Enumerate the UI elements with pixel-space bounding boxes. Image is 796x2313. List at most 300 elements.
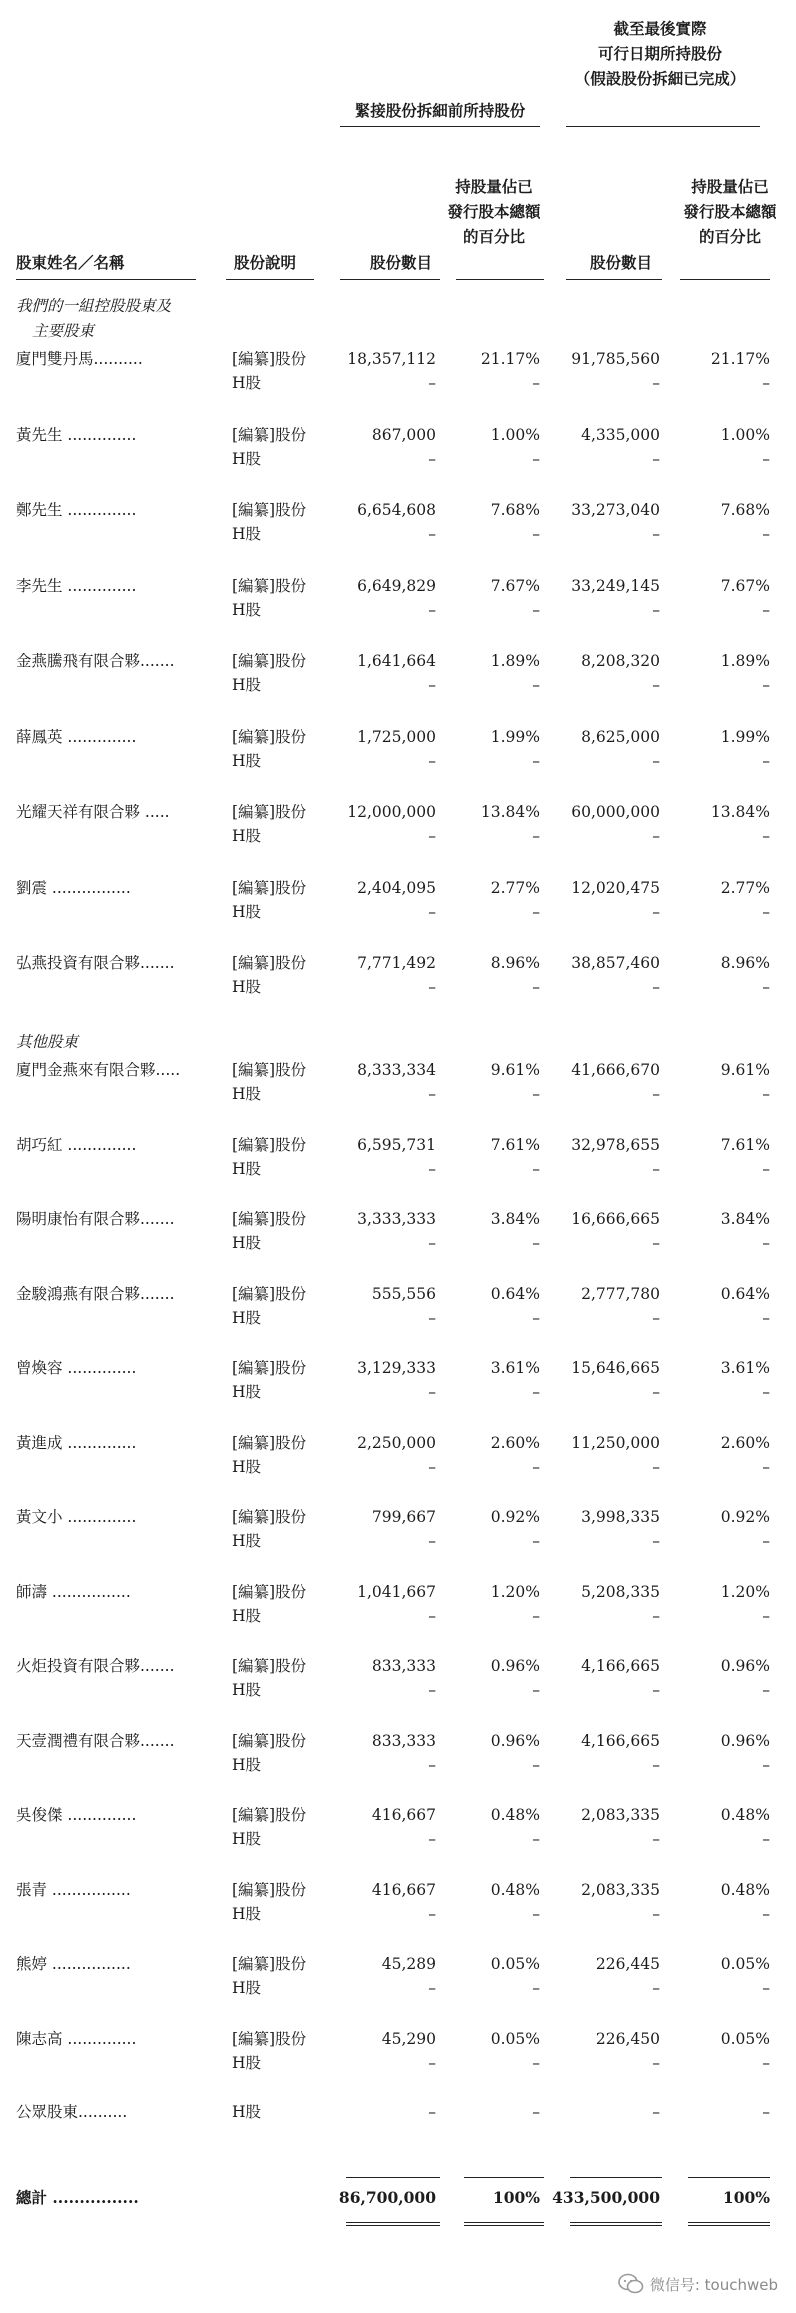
pct-after: 8.96%	[720, 954, 770, 972]
shares-before: 3,129,333	[357, 1359, 436, 1377]
pct-after: –	[762, 525, 770, 543]
pct-before: 3.61%	[490, 1359, 540, 1377]
pct-after: –	[762, 1532, 770, 1550]
share-class: H股	[232, 1532, 262, 1550]
share-class: H股	[232, 978, 262, 996]
pct-after: –	[762, 1904, 770, 1923]
shares-before: –	[428, 827, 436, 845]
shareholder-name: 曾煥容 ..............	[16, 1359, 137, 1377]
shares-after: 16,666,665	[571, 1210, 660, 1228]
header-rule-shares-after	[566, 279, 662, 280]
table-row	[0, 824, 796, 848]
table-row	[0, 1803, 796, 1827]
share-class: [編纂]股份	[232, 1806, 307, 1824]
pct-after: –	[762, 2053, 770, 2072]
share-class: [編纂]股份	[232, 1135, 307, 1154]
share-class: H股	[232, 2053, 262, 2072]
shares-after: 2,777,780	[581, 1284, 660, 1303]
total-double-rule-shares-after	[570, 2222, 662, 2226]
table-row	[0, 1306, 796, 1330]
shares-after: 8,208,320	[581, 652, 660, 670]
shares-before: –	[428, 525, 436, 543]
shares-before: 6,649,829	[357, 576, 436, 595]
shares-before: –	[428, 978, 436, 996]
shareholder-name: 黃文小 ..............	[16, 1508, 137, 1526]
pct-before: –	[532, 1532, 540, 1550]
shares-before: 18,357,112	[347, 350, 436, 368]
shares-before: 45,289	[381, 1955, 436, 1973]
shares-before: 833,333	[371, 1731, 436, 1750]
share-class: [編纂]股份	[232, 727, 307, 746]
pct-before: –	[532, 1085, 540, 1103]
shares-after: 11,250,000	[571, 1433, 660, 1452]
table-row	[0, 1231, 796, 1255]
share-class: [編纂]股份	[232, 1433, 307, 1452]
header-class: 股份說明	[234, 253, 297, 272]
pct-after: 9.61%	[720, 1061, 770, 1079]
shares-after: 2,083,335	[581, 1880, 660, 1899]
shares-after: 33,249,145	[571, 576, 660, 595]
pct-after: 2.60%	[720, 1433, 770, 1452]
pct-after: 7.67%	[720, 576, 770, 595]
shares-after: –	[652, 1830, 660, 1848]
total-double-rule-pct-after	[688, 2222, 770, 2226]
pct-before: 1.00%	[490, 425, 540, 444]
shareholder-name: 胡巧紅 ..............	[16, 1135, 137, 1154]
pct-before: –	[532, 449, 540, 468]
pct-before: –	[532, 600, 540, 619]
shares-after: 2,083,335	[581, 1806, 660, 1824]
table-row	[0, 1580, 796, 1604]
pct-before: –	[532, 978, 540, 996]
shares-after: –	[652, 978, 660, 996]
table-row	[0, 800, 796, 824]
shareholder-name: 火炬投資有限合夥.......	[16, 1657, 175, 1675]
pct-before: 9.61%	[490, 1061, 540, 1079]
shares-after: –	[652, 751, 660, 770]
share-class: [編纂]股份	[232, 501, 307, 519]
pct-after: 21.17%	[710, 350, 770, 368]
pct-after: 1.20%	[720, 1582, 770, 1601]
shares-after: –	[652, 827, 660, 845]
shareholder-name: 金駿鴻燕有限合夥.......	[16, 1284, 175, 1303]
shares-after: –	[652, 1383, 660, 1401]
share-class: [編纂]股份	[232, 1731, 307, 1750]
pct-before: –	[532, 902, 540, 921]
shareholder-name: 天壹潤禮有限合夥.......	[16, 1731, 175, 1750]
table-row	[0, 2051, 796, 2075]
shares-before: 2,250,000	[357, 1433, 436, 1452]
shares-before: –	[428, 1979, 436, 1997]
header-rule-class	[226, 279, 314, 280]
table-row	[0, 1356, 796, 1380]
table-row	[0, 1654, 796, 1678]
pct-before: –	[532, 1979, 540, 1997]
pct-before: –	[532, 1234, 540, 1252]
pct-before: –	[532, 374, 540, 392]
shares-after: 8,625,000	[581, 727, 660, 746]
shareholder-name: 劉震 ................	[16, 878, 131, 897]
pct-before: –	[532, 2103, 540, 2121]
shareholder-name: 吳俊傑 ..............	[16, 1806, 137, 1824]
pct-before: –	[532, 827, 540, 845]
table-row	[0, 1878, 796, 1902]
shares-before: 45,290	[381, 2029, 436, 2048]
shares-after: –	[652, 1234, 660, 1252]
header-pct-before-line3: 的百分比	[462, 227, 525, 246]
pct-before: –	[532, 1308, 540, 1327]
shares-before: –	[428, 2103, 436, 2121]
share-class: [編纂]股份	[232, 1955, 307, 1973]
shares-before: 1,725,000	[357, 727, 436, 746]
pct-after: 2.77%	[720, 878, 770, 897]
total-shares-before: 86,700,000	[338, 2188, 436, 2207]
shares-after: –	[652, 1085, 660, 1103]
table-row	[0, 371, 796, 395]
pct-after: 13.84%	[710, 803, 770, 821]
section-other: 其他股東	[16, 1033, 79, 1051]
shareholder-name: 鄭先生 ..............	[16, 501, 137, 519]
pct-after: –	[762, 676, 770, 694]
share-class: [編纂]股份	[232, 576, 307, 595]
table-row	[0, 1282, 796, 1306]
shares-after: –	[652, 525, 660, 543]
total-double-rule-pct-before	[464, 2222, 544, 2226]
shares-after: –	[652, 1457, 660, 1476]
shares-before: –	[428, 676, 436, 694]
header-after-line1: 截至最後實際	[613, 19, 707, 38]
pct-before: –	[532, 1830, 540, 1848]
share-class: [編纂]股份	[232, 1657, 307, 1675]
shareholder-name: 李先生 ..............	[16, 576, 137, 595]
share-class: H股	[232, 449, 262, 468]
share-class: H股	[232, 751, 262, 770]
pct-after: –	[762, 1755, 770, 1774]
total-rule-shares-before	[346, 2177, 440, 2178]
shares-after: 4,166,665	[581, 1731, 660, 1750]
pct-before: 1.89%	[490, 652, 540, 670]
shares-after: 91,785,560	[571, 350, 660, 368]
shares-before: 8,333,334	[357, 1061, 436, 1079]
pct-before: 0.96%	[490, 1731, 540, 1750]
table-row	[0, 725, 796, 749]
pct-before: 21.17%	[480, 350, 540, 368]
pct-before: –	[532, 525, 540, 543]
shares-after: 60,000,000	[571, 803, 660, 821]
total-rule-pct-before	[464, 2177, 544, 2178]
total-double-rule-shares-before	[346, 2222, 440, 2226]
share-class: [編纂]股份	[232, 1359, 307, 1377]
header-pct-before-line1: 持股量佔已	[455, 177, 533, 196]
header-rule-pct-after	[680, 279, 770, 280]
header-after-group	[560, 16, 760, 91]
pct-after: –	[762, 1830, 770, 1848]
share-class: H股	[232, 1085, 262, 1103]
pct-before: –	[532, 1159, 540, 1178]
shares-after: 15,646,665	[571, 1359, 660, 1377]
header-after-rule	[566, 126, 760, 127]
table-row	[0, 1082, 796, 1106]
share-class: H股	[232, 1755, 262, 1774]
pct-before: –	[532, 1904, 540, 1923]
share-class: H股	[232, 676, 262, 694]
shareholder-name: 薛鳳英 ..............	[16, 727, 137, 746]
pct-before: –	[532, 1681, 540, 1699]
shares-after: 32,978,655	[571, 1135, 660, 1154]
pct-after: –	[762, 1085, 770, 1103]
shares-before: 833,333	[371, 1657, 436, 1675]
pct-after: –	[762, 600, 770, 619]
pct-before: –	[532, 2053, 540, 2072]
section-controlling	[16, 294, 171, 344]
share-class: [編纂]股份	[232, 1508, 307, 1526]
pct-before: 7.68%	[490, 501, 540, 519]
pct-before: 0.48%	[490, 1806, 540, 1824]
shares-before: –	[428, 1606, 436, 1625]
shares-before: 867,000	[371, 425, 436, 444]
table-row	[0, 649, 796, 673]
shareholder-name: 陳志高 ..............	[16, 2029, 137, 2048]
shares-before: –	[428, 1904, 436, 1923]
header-after-line2: 可行日期所持股份	[597, 44, 722, 63]
pct-after: 0.96%	[720, 1731, 770, 1750]
shareholder-name: 黃進成 ..............	[16, 1433, 137, 1452]
table-row	[0, 447, 796, 471]
pct-after: –	[762, 902, 770, 921]
table-row	[0, 498, 796, 522]
pct-after: 0.05%	[720, 1955, 770, 1973]
shares-before: 416,667	[371, 1806, 436, 1824]
table-row	[0, 900, 796, 924]
pct-after: 0.48%	[720, 1806, 770, 1824]
pct-after: 0.96%	[720, 1657, 770, 1675]
shareholder-name: 熊婷 ................	[16, 1955, 131, 1973]
pct-before: –	[532, 1457, 540, 1476]
share-class: [編纂]股份	[232, 1582, 307, 1601]
share-class: H股	[232, 1904, 262, 1923]
shares-before: –	[428, 374, 436, 392]
share-class: [編纂]股份	[232, 954, 307, 972]
pct-before: 2.60%	[490, 1433, 540, 1452]
shares-after: –	[652, 374, 660, 392]
share-class: [編纂]股份	[232, 1061, 307, 1079]
share-class: H股	[232, 1234, 262, 1252]
total-pct-after: 100%	[722, 2188, 770, 2207]
table-row	[0, 574, 796, 598]
shareholder-name: 師濤 ................	[16, 1582, 131, 1601]
pct-after: –	[762, 1159, 770, 1178]
shares-after: 12,020,475	[571, 878, 660, 897]
share-class: H股	[232, 1681, 262, 1699]
share-class: [編纂]股份	[232, 1210, 307, 1228]
pct-after: –	[762, 827, 770, 845]
share-class: H股	[232, 1383, 262, 1401]
share-class: H股	[232, 1606, 262, 1625]
share-class: [編纂]股份	[232, 1284, 307, 1303]
shareholder-name: 光耀天祥有限合夥 .....	[16, 803, 170, 821]
share-class: H股	[232, 1159, 262, 1178]
pct-after: –	[762, 1979, 770, 1997]
pct-after: –	[762, 449, 770, 468]
share-class: H股	[232, 2103, 262, 2121]
table-row	[0, 1952, 796, 1976]
share-class: [編纂]股份	[232, 2029, 307, 2048]
header-shares-before: 股份數目	[369, 253, 432, 272]
table-row	[0, 1976, 796, 2000]
table-row	[0, 1827, 796, 1851]
table-row	[0, 1380, 796, 1404]
shares-before: 555,556	[371, 1284, 436, 1303]
shares-after: –	[652, 1308, 660, 1327]
shares-after: –	[652, 1979, 660, 1997]
total-rule-shares-after	[570, 2177, 662, 2178]
table-row	[0, 2186, 796, 2210]
table-row	[0, 673, 796, 697]
shares-before: 7,771,492	[357, 954, 436, 972]
pct-before: 0.92%	[490, 1508, 540, 1526]
share-class: H股	[232, 525, 262, 543]
shares-after: 3,998,335	[581, 1508, 660, 1526]
shareholder-name: 陽明康怡有限合夥.......	[16, 1210, 175, 1228]
shares-after: 226,450	[595, 2029, 660, 2048]
shares-after: –	[652, 1532, 660, 1550]
shares-after: –	[652, 1755, 660, 1774]
shares-after: 5,208,335	[581, 1582, 660, 1601]
header-pct-before	[432, 174, 556, 249]
table-row	[0, 598, 796, 622]
shareholder-name: 弘燕投資有限合夥.......	[16, 954, 175, 972]
shares-before: 1,641,664	[357, 652, 436, 670]
share-class: H股	[232, 827, 262, 845]
pct-before: 2.77%	[490, 878, 540, 897]
shares-before: –	[428, 1234, 436, 1252]
share-class: H股	[232, 902, 262, 921]
wechat-icon	[618, 2273, 644, 2295]
header-after-line3: （假設股份拆細已完成）	[574, 69, 746, 88]
pct-before: –	[532, 1606, 540, 1625]
header-pct-after	[668, 174, 792, 249]
header-pct-after-line1: 持股量佔已	[691, 177, 769, 196]
shares-before: 799,667	[371, 1508, 436, 1526]
pct-after: –	[762, 374, 770, 392]
share-class: H股	[232, 1457, 262, 1476]
share-class: [編纂]股份	[232, 652, 307, 670]
share-class: [編纂]股份	[232, 350, 307, 368]
shares-before: –	[428, 600, 436, 619]
table-row	[0, 347, 796, 371]
shares-before: 6,654,608	[357, 501, 436, 519]
table-row	[0, 1902, 796, 1926]
pct-after: 3.61%	[720, 1359, 770, 1377]
pct-after: 7.61%	[720, 1135, 770, 1154]
table-row	[0, 1678, 796, 1702]
shares-before: –	[428, 1085, 436, 1103]
watermark-text: 微信号: touchweb	[649, 2275, 778, 2294]
table-row	[0, 1753, 796, 1777]
total-rule-pct-after	[688, 2177, 770, 2178]
pct-after: 0.05%	[720, 2029, 770, 2048]
shares-after: 4,335,000	[581, 425, 660, 444]
table-row	[0, 1505, 796, 1529]
pct-before: 0.48%	[490, 1880, 540, 1899]
table-row	[0, 1133, 796, 1157]
total-shares-after: 433,500,000	[552, 2188, 660, 2207]
table-row	[0, 1157, 796, 1181]
pct-after: –	[762, 1606, 770, 1625]
pct-after: 3.84%	[720, 1210, 770, 1228]
pct-before: –	[532, 1755, 540, 1774]
shares-after: –	[652, 600, 660, 619]
shares-before: –	[428, 1755, 436, 1774]
pct-after: 0.92%	[720, 1508, 770, 1526]
shareholder-name: 黃先生 ..............	[16, 425, 137, 444]
header-rule-name	[16, 279, 196, 280]
share-class: H股	[232, 1979, 262, 1997]
wechat-watermark	[618, 2273, 778, 2295]
shares-before: 6,595,731	[357, 1135, 436, 1154]
header-pct-after-line3: 的百分比	[698, 227, 761, 246]
shares-before: –	[428, 1681, 436, 1699]
pct-before: 0.64%	[490, 1284, 540, 1303]
pct-before: 3.84%	[490, 1210, 540, 1228]
pct-after: –	[762, 1457, 770, 1476]
table-row	[0, 1529, 796, 1553]
shares-after: –	[652, 2103, 660, 2121]
shares-before: 3,333,333	[357, 1210, 436, 1228]
share-class: [編纂]股份	[232, 803, 307, 821]
shares-after: 4,166,665	[581, 1657, 660, 1675]
share-class: [編纂]股份	[232, 1880, 307, 1899]
pct-after: 0.48%	[720, 1880, 770, 1899]
pct-before: –	[532, 1383, 540, 1401]
pct-after: –	[762, 978, 770, 996]
share-class: H股	[232, 1308, 262, 1327]
pct-after: 0.64%	[720, 1284, 770, 1303]
pct-after: –	[762, 1383, 770, 1401]
shareholder-name: 廈門金燕來有限合夥.....	[16, 1061, 181, 1079]
pct-before: 7.61%	[490, 1135, 540, 1154]
shares-after: 38,857,460	[571, 954, 660, 972]
shares-after: –	[652, 449, 660, 468]
table-row	[0, 1207, 796, 1231]
shareholder-name: 張青 ................	[16, 1880, 131, 1899]
shares-before: –	[428, 449, 436, 468]
table-row	[0, 749, 796, 773]
shares-before: 12,000,000	[347, 803, 436, 821]
shares-before: –	[428, 1308, 436, 1327]
share-class: [編纂]股份	[232, 878, 307, 897]
table-row	[0, 522, 796, 546]
shares-after: –	[652, 676, 660, 694]
section-controlling-line1: 我們的一組控股股東及	[16, 297, 172, 315]
pct-after: –	[762, 2103, 770, 2121]
pct-before: 0.05%	[490, 2029, 540, 2048]
pct-after: 1.00%	[720, 425, 770, 444]
pct-after: 1.89%	[720, 652, 770, 670]
table-row	[0, 423, 796, 447]
total-pct-before: 100%	[492, 2188, 540, 2207]
header-shares-after: 股份數目	[589, 253, 652, 272]
header-name: 股東姓名／名稱	[16, 253, 125, 272]
shares-before: 2,404,095	[357, 878, 436, 897]
pct-after: –	[762, 1234, 770, 1252]
shareholder-name: 金燕騰飛有限合夥.......	[16, 652, 175, 670]
pct-before: 8.96%	[490, 954, 540, 972]
shares-after: 33,273,040	[571, 501, 660, 519]
header-before-group: 緊接股份拆細前所持股份	[354, 101, 526, 120]
shares-after: –	[652, 2053, 660, 2072]
shares-before: –	[428, 902, 436, 921]
